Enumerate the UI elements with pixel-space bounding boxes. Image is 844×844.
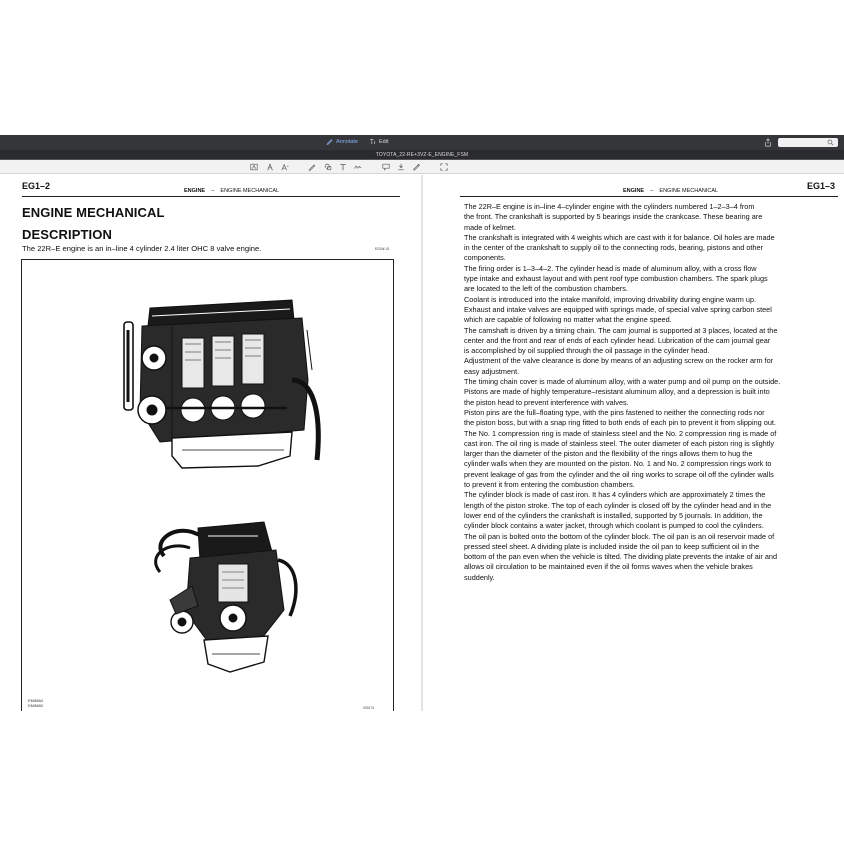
comment-icon	[382, 163, 390, 171]
annotation-toolstrip	[0, 160, 844, 174]
body-line: type intake and exhaust layout and with pent roof type combustion chambers. The spark plugs	[464, 274, 768, 284]
text-tool-button[interactable]	[339, 163, 347, 171]
body-line: in the center of the crankshaft to supply oil to the connecting rods, bearing, pistons and other	[464, 243, 763, 253]
figure-ref-corner: V00174	[363, 706, 374, 710]
body-line: The timing chain cover is made of aluminum alloy, with a water pump and oil pump on the outside.	[464, 377, 781, 387]
search-input[interactable]	[778, 138, 838, 147]
body-line: cylinder block contains a water jacket, through which coolant is pumped to cool the cylinders.	[464, 521, 764, 531]
body-line: is accomplished by oil supplied through the oil passage in the cylinder head.	[464, 346, 710, 356]
body-line: suddenly.	[464, 572, 495, 582]
header-rule	[22, 196, 400, 197]
edit-text-icon	[369, 138, 376, 145]
figure-ref-codes-bottom	[28, 699, 43, 708]
pen-icon	[412, 163, 420, 171]
comment-tool-button[interactable]	[382, 163, 390, 171]
body-line: prevent leakage of gas from the cylinder and the oil ring works to scrape oil off the cylinder walls	[464, 469, 774, 479]
body-line: cylinder walls when they are mounted on the piston. No. 1 and No. 2 compression rings work to	[464, 459, 772, 469]
body-line: the front. The crankshaft is supported by 5 bearings inside the crankcase. These bearing are	[464, 212, 763, 222]
body-line: cast iron. The oil ring is made of stainless steel. The outer diameter of each piston ring is slightly	[464, 438, 775, 448]
page-code: EG1–2	[22, 181, 51, 191]
body-line: easy adjustment.	[464, 366, 520, 376]
header-subsection: ENGINE MECHANICAL	[220, 188, 280, 194]
body-line: the piston head to prevent interference with valves.	[464, 397, 629, 407]
body-line: lower end of the cylinders the crankshaft is installed, supported by 5 journals. In addition, the	[464, 510, 763, 520]
shape-tool-button[interactable]	[324, 163, 332, 171]
body-line: Coolant is introduced into the intake manifold, improving drivability during engine warm up.	[464, 294, 757, 304]
right-page	[423, 175, 844, 711]
body-line: bottom of the pan even when the vehicle is tilted. The dividing plate prevents the intake of air and	[464, 552, 778, 562]
engine-front-cutaway	[156, 522, 296, 672]
figure-ref-bottom-2: EM5883	[28, 702, 43, 708]
body-line: center and the front and rear of ends of each cylinder head. Lubrication of the cam journal gear	[464, 335, 771, 345]
signature-icon	[354, 163, 362, 171]
body-line: The 22R–E engine is in–line 4–cylinder engine with the cylinders numbered 1–2–3–4 from	[464, 202, 755, 211]
engine-illustration	[22, 260, 394, 711]
header-separator: –	[650, 188, 654, 194]
body-line: The firing order is 1–3–4–2. The cylinder head is made of aluminum alloy, with a cross flow	[464, 263, 757, 273]
body-line: made of kelmet.	[464, 222, 516, 232]
header-rule	[460, 196, 838, 197]
body-line: the piston boss, but with a snap ring fitted to both ends of each pin to prevent it from slipping out.	[464, 418, 776, 428]
page-code: EG1–3	[806, 181, 835, 191]
highlight-tool-button[interactable]	[250, 163, 258, 171]
left-page	[0, 175, 421, 711]
section-subtitle: DESCRIPTION	[22, 227, 112, 242]
shape-icon	[324, 163, 332, 171]
annotate-mode-button[interactable]	[326, 138, 358, 145]
edit-label: Edit	[379, 138, 389, 145]
body-line: allows oil circulation to be maintained even if the oil forms waves when the vehicle brakes	[464, 562, 753, 572]
pen-tool-button[interactable]	[412, 163, 420, 171]
intro-text: The 22R–E engine is an in–line 4 cylinder 2.4 liter OHC 8 valve engine.	[22, 244, 262, 253]
body-line: The oil pan is bolted onto the bottom of the cylinder block. The oil pan is an oil reservoir made of	[464, 531, 775, 541]
body-line: The crankshaft is integrated with 4 weights which are cast with it for balance. Oil holes are made	[464, 232, 775, 242]
font-size-icon	[281, 163, 289, 171]
body-line: which are capable of following no matter what the engine speed.	[464, 315, 672, 325]
fit-screen-button[interactable]	[440, 163, 448, 171]
text-style-button[interactable]	[266, 163, 274, 171]
body-line: Piston pins are the full–floating type, with the pins fastened to neither the connecting rods nor	[464, 407, 765, 417]
document-title: TOYOTA_22-RE+3VZ-E_ENGINE_FSM	[0, 150, 844, 160]
draw-tool-button[interactable]	[308, 163, 316, 171]
body-line: Pistons are made of highly temperature–resistant aluminum alloy, and a depression is built into	[464, 387, 770, 397]
header-subsection: ENGINE MECHANICAL	[659, 188, 719, 194]
body-line: The camshaft is driven by a timing chain. The cam journal is supported at 3 places, located at the	[464, 325, 778, 335]
body-line: Adjustment of the valve clearance is done by means of an adjusting screw on the rocker arm for	[464, 356, 774, 366]
body-line: to prevent it from entering the combustion chambers.	[464, 480, 635, 490]
edit-mode-button[interactable]	[369, 138, 388, 145]
pencil-icon	[308, 163, 316, 171]
highlight-icon	[250, 163, 258, 171]
annotate-label: Annotate	[336, 138, 359, 145]
font-size-button[interactable]	[281, 163, 289, 171]
font-icon	[266, 163, 274, 171]
stamp-tool-button[interactable]	[397, 163, 405, 171]
search-icon	[827, 139, 834, 146]
stamp-icon	[397, 163, 405, 171]
figure-ref-code: EG1W–01	[375, 247, 390, 251]
header-section: ENGINE	[184, 188, 206, 194]
body-line: larger than the diameter of the piston and the flexibility of the rings allows them to hug the	[464, 449, 753, 459]
body-line: The cylinder block is made of cast iron. It has 4 cylinders which are approximately 2 times the	[464, 490, 766, 500]
figure-ref-bottom-1: EM5884	[28, 698, 43, 703]
body-line: length of the piston stroke. The top of each cylinder is closed off by the cylinder head and in the	[464, 500, 772, 510]
running-header	[184, 188, 279, 194]
share-icon[interactable]	[764, 138, 772, 147]
engine-cutaway-figure	[21, 259, 394, 711]
fit-screen-icon	[440, 163, 448, 171]
body-line: The No. 1 compression ring is made of stainless steel and the No. 2 compression ring is made of	[464, 428, 777, 438]
header-separator: –	[211, 188, 215, 194]
text-icon	[339, 163, 347, 171]
pdf-viewer-window	[0, 135, 844, 711]
section-title: ENGINE MECHANICAL	[22, 205, 165, 220]
body-line: Exhaust and intake valves are equipped with springs made, of special valve spring carbon steel	[464, 304, 772, 314]
header-section: ENGINE	[623, 188, 645, 194]
description-body	[464, 202, 836, 583]
signature-tool-button[interactable]	[354, 163, 362, 171]
top-toolbar	[0, 135, 844, 150]
engine-side-cutaway	[124, 300, 318, 468]
body-line: components.	[464, 253, 506, 263]
body-line: pressed steel sheet. A dividing plate is included inside the oil pan to keep sufficient oil in the	[464, 541, 760, 551]
body-line: are located to the left of the combustion chambers.	[464, 284, 628, 294]
annotate-pen-icon	[326, 138, 333, 145]
running-header	[623, 188, 718, 194]
